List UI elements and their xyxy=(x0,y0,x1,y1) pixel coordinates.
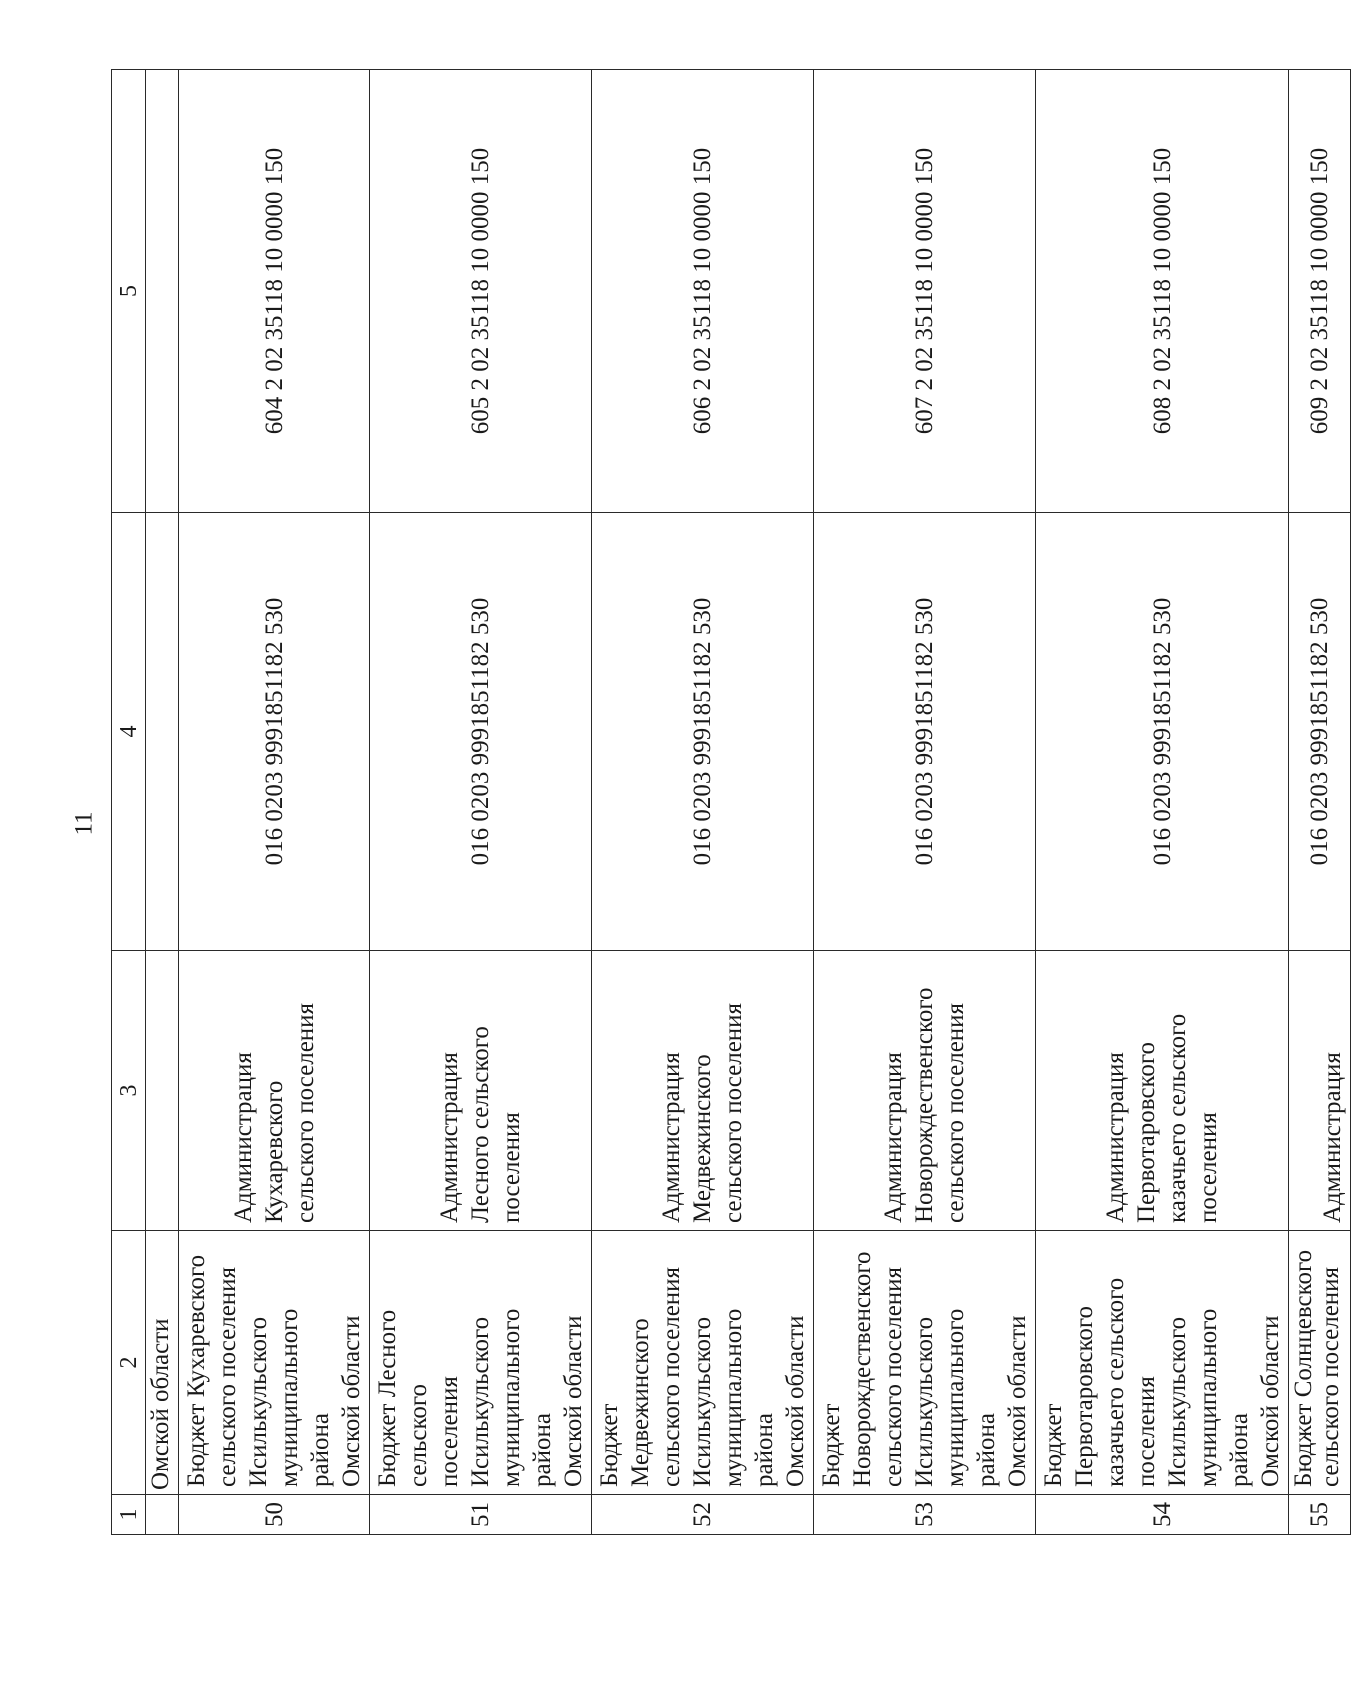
continuation-cell-5 xyxy=(146,70,179,513)
budget-name: Бюджет Солнцевского сельского поселения xyxy=(1289,1231,1351,1495)
continuation-cell-4 xyxy=(146,513,179,951)
budget-name: Бюджет Лесного сельского поселения Исилькульского муниципального района Омской области xyxy=(370,1231,592,1495)
row-number: 54 xyxy=(1036,1495,1289,1535)
administrator-name: Администрация Первотаровского казачьего сельского поселения xyxy=(1036,951,1289,1231)
expense-code: 016 0203 9991851182 530 xyxy=(370,513,592,951)
expense-code: 016 0203 9991851182 530 xyxy=(592,513,814,951)
continuation-row xyxy=(146,70,179,1535)
table-row xyxy=(592,70,814,1535)
administrator-name: Администрация Кухаревского сельского поселения xyxy=(179,951,370,1231)
income-code: 606 2 02 35118 10 0000 150 xyxy=(592,70,814,513)
table-row xyxy=(1289,70,1351,1535)
row-number: 50 xyxy=(179,1495,370,1535)
header-col-3: 3 xyxy=(112,951,146,1231)
row-number: 55 xyxy=(1289,1495,1351,1535)
table-row xyxy=(370,70,592,1535)
income-code: 605 2 02 35118 10 0000 150 xyxy=(370,70,592,513)
table-row xyxy=(1036,70,1289,1535)
table-row xyxy=(179,70,370,1535)
income-code: 608 2 02 35118 10 0000 150 xyxy=(1036,70,1289,513)
administrator-name: Администрация xyxy=(1289,951,1351,1231)
row-number: 51 xyxy=(370,1495,592,1535)
continuation-text: Омской области xyxy=(146,1231,179,1495)
budget-name: Бюджет Первотаровского казачьего сельского поселения Исилькульского муниципального района Омской области xyxy=(1036,1231,1289,1495)
header-col-1: 1 xyxy=(112,1495,146,1535)
rotated-table-wrapper xyxy=(111,70,1346,1535)
header-col-4: 4 xyxy=(112,513,146,951)
expense-code: 016 0203 9991851182 530 xyxy=(179,513,370,951)
expense-code: 016 0203 9991851182 530 xyxy=(814,513,1036,951)
table-header-row xyxy=(112,70,146,1535)
income-code: 609 2 02 35118 10 0000 150 xyxy=(1289,70,1351,513)
table-row xyxy=(814,70,1036,1535)
administrator-name: Администрация Новорождественского сельского поселения xyxy=(814,951,1036,1231)
administrator-name: Администрация Медвежинского сельского поселения xyxy=(592,951,814,1231)
continuation-cell-1 xyxy=(146,1495,179,1535)
header-col-2: 2 xyxy=(112,1231,146,1495)
budget-table xyxy=(111,69,1351,1535)
row-number: 53 xyxy=(814,1495,1036,1535)
expense-code: 016 0203 9991851182 530 xyxy=(1289,513,1351,951)
budget-name: Бюджет Медвежинского сельского поселения Исилькульского муниципального района Омской области xyxy=(592,1231,814,1495)
page-number: 11 xyxy=(70,811,98,836)
row-number: 52 xyxy=(592,1495,814,1535)
header-col-5: 5 xyxy=(112,70,146,513)
continuation-cell-3 xyxy=(146,951,179,1231)
budget-name: Бюджет Новорождественского сельского поселения Исилькульского муниципального района Омской области xyxy=(814,1231,1036,1495)
administrator-name: Администрация Лесного сельского поселения xyxy=(370,951,592,1231)
income-code: 604 2 02 35118 10 0000 150 xyxy=(179,70,370,513)
expense-code: 016 0203 9991851182 530 xyxy=(1036,513,1289,951)
income-code: 607 2 02 35118 10 0000 150 xyxy=(814,70,1036,513)
budget-name: Бюджет Кухаревского сельского поселения Исилькульского муниципального района Омской области xyxy=(179,1231,370,1495)
